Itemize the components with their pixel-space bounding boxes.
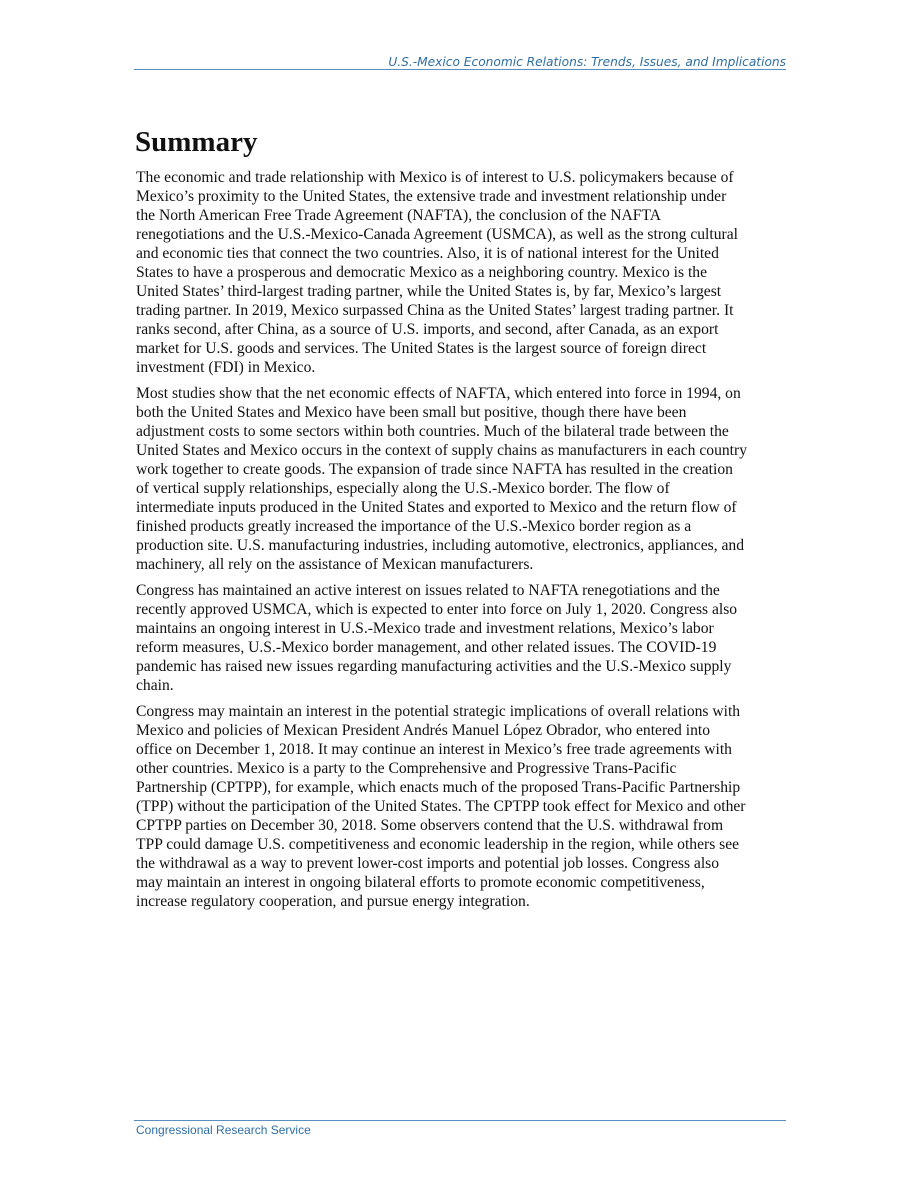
summary-paragraph-4: Congress may maintain an interest in the potential strategic implications of overall relations with Mexico and policies of Mexican President Andrés Manuel López Obrador, who entered into office on December 1, 2018. It may continue an interest in Mexico’s free trade agreements with other countries. Mexico is a party to the Comprehensive and Progressive Trans-Pacific Partnership (CPTPP), for example, which enacts much of the proposed Trans-Pacific Partnership (TPP) without the participation of the United States. The CPTPP took effect for Mexico and other CPTPP parties on December 30, 2018. Some observers contend that the U.S. withdrawal from TPP could damage U.S. competitiveness and economic leadership in the region, while others see the withdrawal as a way to prevent lower-cost imports and potential job losses. Congress also may maintain an interest in ongoing bilateral efforts to promote economic competitiveness, increase regulatory cooperation, and pursue energy integration. xyxy=(136,703,746,910)
running-header-title: U.S.-Mexico Economic Relations: Trends, Issues, and Implications xyxy=(388,55,786,69)
summary-heading: Summary xyxy=(135,126,258,158)
footer-divider xyxy=(134,1120,786,1121)
summary-paragraph-3: Congress has maintained an active interest on issues related to NAFTA renegotiations and the recently approved USMCA, which is expected to enter into force on July 1, 2020. Congress also maintains an ongoing interest in U.S.-Mexico trade and investment relations, Mexico’s labor reform measures, U.S.-Mexico border management, and other related issues. The COVID-19 pandemic has raised new issues regarding manufacturing activities and the U.S.-Mexico supply chain. xyxy=(136,582,738,694)
summary-paragraph-1: The economic and trade relationship with Mexico is of interest to U.S. policymakers because of Mexico’s proximity to the United States, the extensive trade and investment relationship under the North American Free Trade Agreement (NAFTA), the conclusion of the NAFTA renegotiations and the U.S.-Mexico-Canada Agreement (USMCA), as well as the strong cultural and economic ties that connect the two countries. Also, it is of national interest for the United States to have a prosperous and democratic Mexico as a neighboring country. Mexico is the United States’ third-largest trading partner, while the United States is, by far, Mexico’s largest trading partner. In 2019, Mexico surpassed China as the United States’ largest trading partner. It ranks second, after China, as a source of U.S. imports, and second, after Canada, as an export market for U.S. goods and services. The United States is the largest source of foreign direct investment (FDI) in Mexico. xyxy=(136,169,738,376)
summary-body xyxy=(136,168,786,918)
footer-organization: Congressional Research Service xyxy=(136,1123,311,1137)
header-divider xyxy=(134,69,786,70)
summary-paragraph-2: Most studies show that the net economic effects of NAFTA, which entered into force in 1994, on both the United States and Mexico have been small but positive, though there have been adjustment costs to some sectors within both countries. Much of the bilateral trade between the United States and Mexico occurs in the context of supply chains as manufacturers in each country work together to create goods. The expansion of trade since NAFTA has resulted in the creation of vertical supply relationships, especially along the U.S.-Mexico border. The flow of intermediate inputs produced in the United States and exported to Mexico and the return flow of finished products greatly increased the importance of the U.S.-Mexico border region as a production site. U.S. manufacturing industries, including automotive, electronics, appliances, and machinery, all rely on the assistance of Mexican manufacturers. xyxy=(136,385,748,573)
